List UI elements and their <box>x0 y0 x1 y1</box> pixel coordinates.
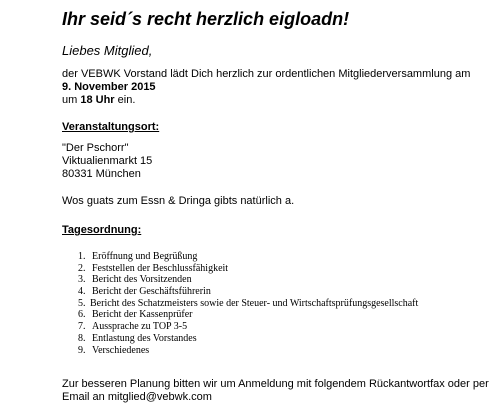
agenda-list <box>78 251 418 356</box>
intro-line: der VEBWK Vorstand lädt Dich herzlich zur ordentlichen Mitgliederversammlung am <box>62 68 471 80</box>
agenda-item <box>78 274 418 286</box>
agenda-item-label: Bericht des Vorsitzenden <box>92 274 192 286</box>
agenda-item <box>78 251 418 263</box>
agenda-item-number: 8. <box>78 332 86 344</box>
time-prefix: um <box>62 94 78 106</box>
agenda-item <box>78 333 418 345</box>
agenda-item <box>78 309 418 321</box>
agenda-item <box>78 286 418 298</box>
agenda-item-number: 5. <box>78 297 86 309</box>
agenda-item-label: Eröffnung und Begrüßung <box>92 251 198 262</box>
agenda-item-number: 4. <box>78 286 86 298</box>
contact-email[interactable]: mitglied@vebwk.com <box>107 391 212 403</box>
agenda-item-number: 3. <box>78 274 86 286</box>
agenda-item-number: 1. <box>78 251 86 262</box>
intro-text <box>62 68 470 107</box>
agenda-item-number: 7. <box>78 321 86 333</box>
registration-email-line <box>62 391 489 404</box>
meeting-time: 18 Uhr <box>80 94 115 106</box>
agenda-item <box>78 263 418 275</box>
venue-city: 80331 München <box>62 168 141 180</box>
invitation-title: Ihr seid´s recht herzlich eigloadn! <box>62 9 350 29</box>
agenda-item-label: Aussprache zu TOP 3-5 <box>92 321 188 333</box>
meeting-time-line <box>62 94 470 107</box>
salutation: Liebes Mitglied, <box>62 43 153 58</box>
agenda-item <box>78 345 418 357</box>
registration-note <box>62 378 489 404</box>
agenda-item-number: 9. <box>78 344 86 356</box>
meeting-date: 9. November 2015 <box>62 81 156 93</box>
agenda-item-label: Bericht der Geschäftsführerin <box>92 286 211 298</box>
venue-address <box>62 142 152 181</box>
venue-street: Viktualienmarkt 15 <box>62 155 153 167</box>
agenda-item <box>78 321 418 333</box>
email-prefix: Email an <box>62 391 105 403</box>
agenda-item-number: 6. <box>78 309 86 321</box>
agenda-item-number: 2. <box>78 262 86 274</box>
agenda-item-label: Verschiedenes <box>92 344 150 356</box>
agenda-item-label: Entlastung des Vorstandes <box>92 332 197 344</box>
registration-line: Zur besseren Planung bitten wir um Anmeldung mit folgendem Rückantwortfax oder per <box>62 378 489 390</box>
food-note: Wos guats zum Essn & Dringa gibts natürlich a. <box>62 195 295 207</box>
venue-heading: Veranstaltungsort: <box>62 121 160 133</box>
agenda-item-label: Bericht der Kassenprüfer <box>92 309 193 321</box>
venue-name: "Der Pschorr" <box>62 142 129 154</box>
agenda-heading: Tagesordnung: <box>62 224 142 236</box>
agenda-item <box>78 298 418 310</box>
time-suffix: ein. <box>117 94 136 106</box>
agenda-item-label: Bericht des Schatzmeisters sowie der Steuer- und Wirtschaftsprüfungsgesellschaft <box>90 297 419 309</box>
agenda-item-label: Feststellen der Beschlussfähigkeit <box>92 262 229 274</box>
